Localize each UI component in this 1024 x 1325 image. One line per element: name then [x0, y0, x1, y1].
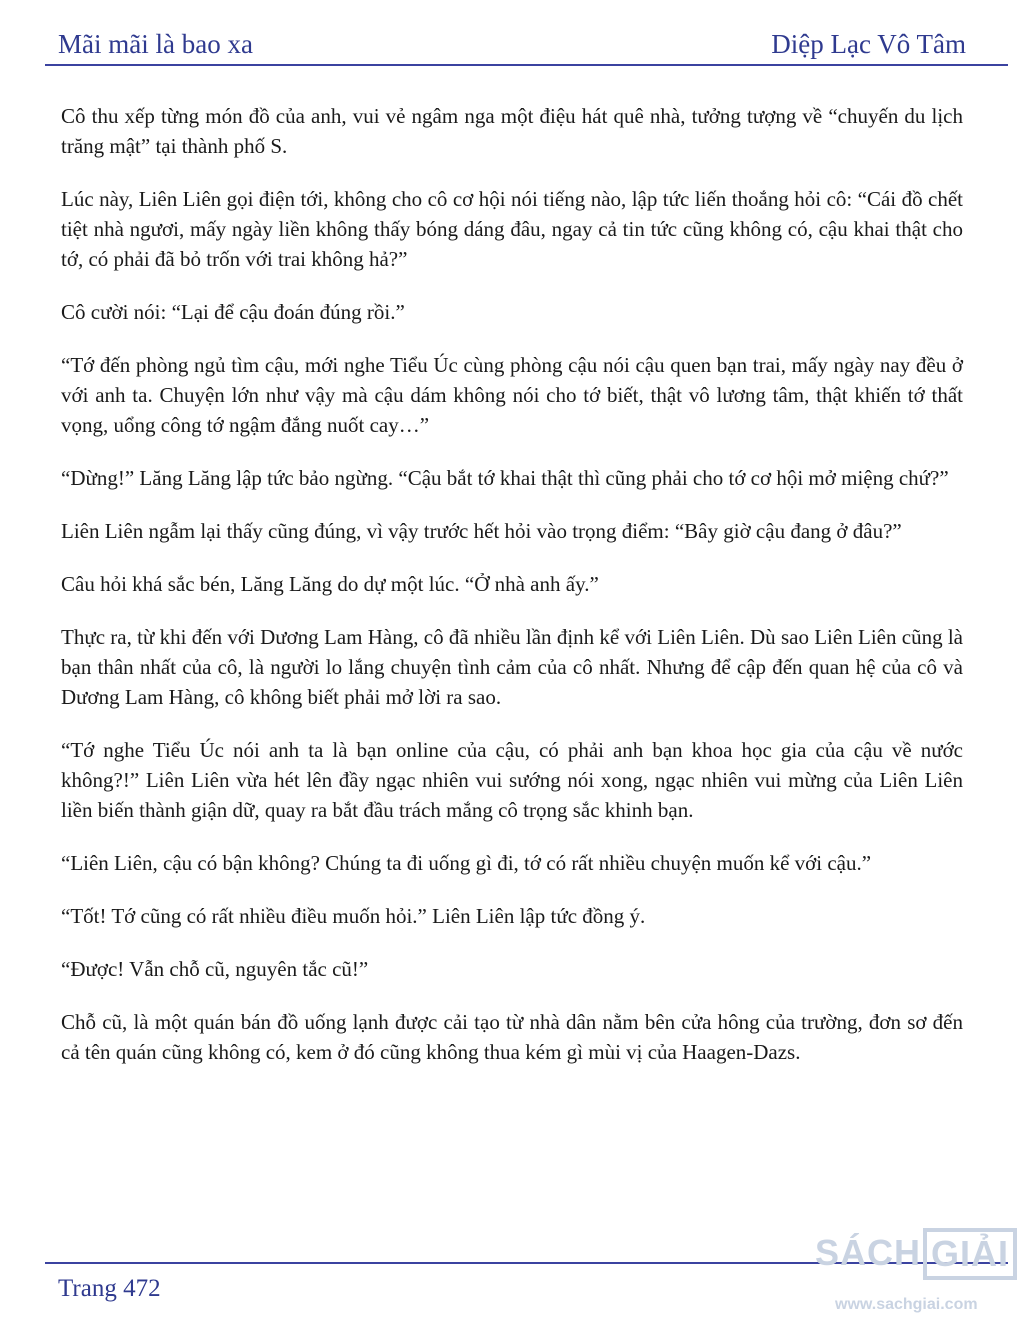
page-body [61, 101, 963, 1090]
watermark-logo-mark [815, 1226, 1017, 1280]
paragraph: “Được! Vẫn chỗ cũ, nguyên tắc cũ!” [61, 957, 369, 981]
watermark-text-sach: SÁCH [815, 1232, 922, 1273]
paragraph: Liên Liên ngẫm lại thấy cũng đúng, vì vậy trước hết hỏi vào trọng điểm: “Bây giờ cậu đang ở đâu?” [61, 519, 902, 543]
book-title: Mãi mãi là bao xa [58, 28, 253, 59]
paragraph: “Dừng!” Lăng Lăng lập tức bảo ngừng. “Cậu bắt tớ khai thật thì cũng phải cho tớ cơ hội mở miệng chứ?” [61, 466, 949, 490]
paragraph: “Tớ nghe Tiểu Úc nói anh ta là bạn online của cậu, có phải anh bạn khoa học gia của cậu về nước không?!” Liên Liên vừa hét lên đầy ngạc nhiên vui sướng nói xong, ngạc nhiên vui mừng của Liên Liên liền biến thành giận dữ, quay ra bắt đầu trách mắng cô trọng sắc khinh bạn. [61, 738, 963, 822]
page-header [58, 24, 966, 64]
paragraph: Lúc này, Liên Liên gọi điện tới, không cho cô cơ hội nói tiếng nào, lập tức liến thoắng hỏi cô: “Cái đồ chết tiệt nhà ngươi, mấy ngày liền không thấy bóng dáng đâu, ngay cả tin tức cũng không có, cậu khai thật cho tớ, có phải đã bỏ trốn với trai không hả?” [61, 187, 963, 271]
paragraph: Thực ra, từ khi đến với Dương Lam Hàng, cô đã nhiều lần định kể với Liên Liên. Dù sao Liên Liên cũng là bạn thân nhất của cô, là người lo lắng chuyện tình cảm của cô nhất. Nhưng để cập đến quan hệ của cô và Dương Lam Hàng, cô không biết phải mở lời ra sao. [61, 625, 963, 709]
paragraph: Cô cười nói: “Lại để cậu đoán đúng rồi.” [61, 300, 405, 324]
paragraph: Cô thu xếp từng món đồ của anh, vui vẻ ngâm nga một điệu hát quê nhà, tưởng tượng về “chuyến du lịch trăng mật” tại thành phố S. [61, 104, 963, 158]
book-author: Diệp Lạc Vô Tâm [771, 28, 966, 59]
paragraph: “Liên Liên, cậu có bận không? Chúng ta đi uống gì đi, tớ có rất nhiều chuyện muốn kể với cậu.” [61, 851, 872, 875]
paragraph: Chỗ cũ, là một quán bán đồ uống lạnh được cải tạo từ nhà dân nằm bên cửa hông của trường, đơn sơ đến cả tên quán cũng không có, kem ở đó cũng không thua kém gì mùi vị của Haagen-Dazs. [61, 1010, 963, 1064]
watermark-logo [815, 1226, 1020, 1321]
header-divider [45, 64, 1008, 66]
watermark-text-giai: GIẢI [923, 1228, 1017, 1280]
page-number: Trang 472 [58, 1275, 161, 1302]
paragraph: “Tớ đến phòng ngủ tìm cậu, mới nghe Tiểu Úc cùng phòng cậu nói cậu quen bạn trai, mấy ngày nay đều ở với anh ta. Chuyện lớn như vậy mà cậu dám không nói cho tớ biết, thật vô lương tâm, thật khiến tớ thất vọng, uổng công tớ ngậm đắng nuốt cay…” [61, 353, 963, 437]
watermark-url: www.sachgiai.com [835, 1296, 978, 1313]
paragraph: Câu hỏi khá sắc bén, Lăng Lăng do dự một lúc. “Ở nhà anh ấy.” [61, 572, 599, 596]
paragraph: “Tốt! Tớ cũng có rất nhiều điều muốn hỏi.” Liên Liên lập tức đồng ý. [61, 904, 646, 928]
